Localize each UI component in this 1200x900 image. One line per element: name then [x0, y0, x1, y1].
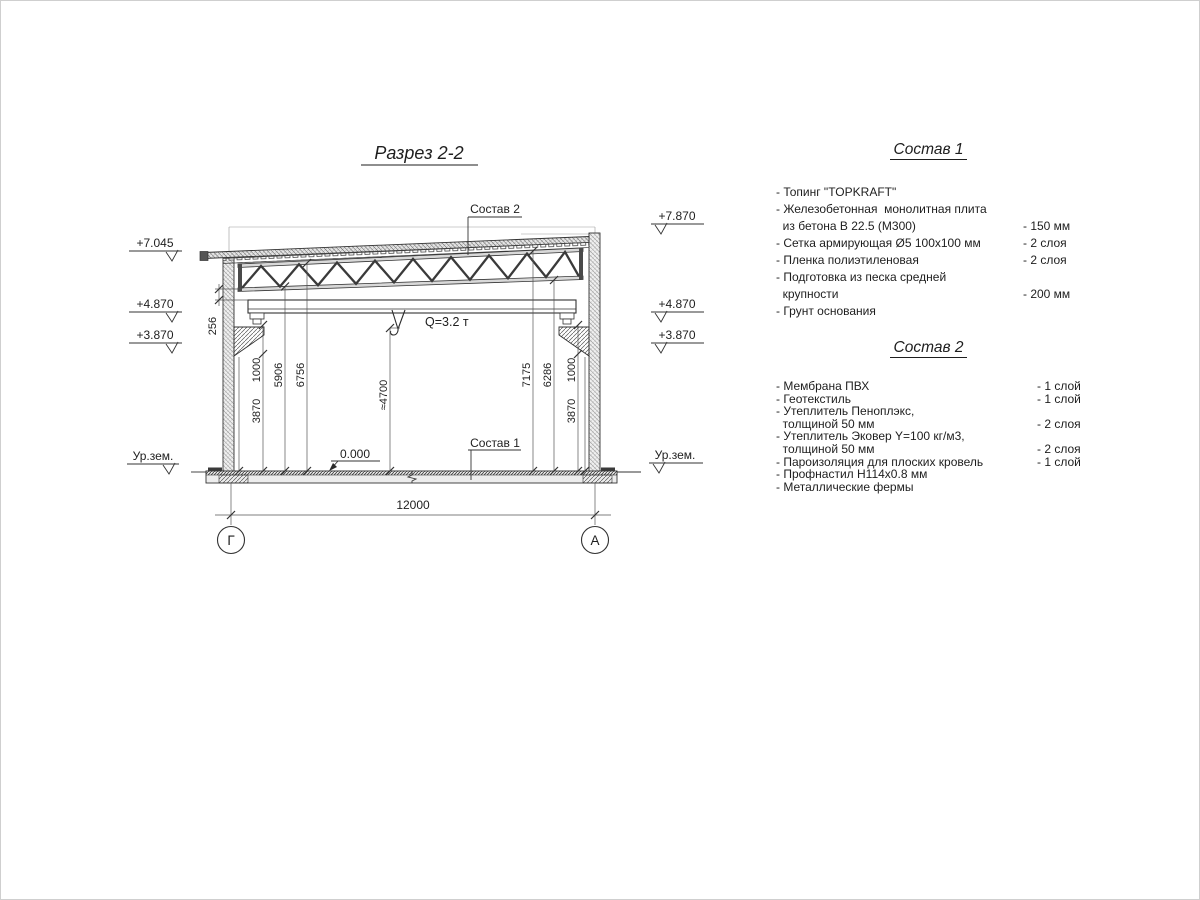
elevation-mark-7045 — [129, 236, 182, 261]
dim-span-12000: 12000 — [396, 498, 430, 512]
svg-text:Ур.зем.: Ур.зем. — [132, 449, 174, 463]
crane-hook-symbol — [390, 310, 405, 335]
svg-text:0.000: 0.000 — [339, 447, 371, 461]
axis-letter-left: Г — [227, 533, 235, 548]
list-item: - Подготовка из песка средней — [776, 270, 947, 284]
list-item: - Металлические фермы — [776, 479, 914, 494]
svg-text:+7.045: +7.045 — [136, 236, 174, 250]
svg-text:+3.870: +3.870 — [658, 328, 696, 342]
list-item: толщиной 50 мм - 2 слоя — [776, 416, 1081, 431]
crane-beam — [234, 300, 589, 356]
dim-left-3870: 3870 — [251, 398, 263, 424]
elevation-mark-right-4870 — [651, 297, 704, 322]
axis-markers — [218, 527, 609, 554]
list-item: - Профнастил Н114х0.8 мм — [776, 467, 928, 482]
list-item: - Пароизоляция для плоских кровель - 1 слой — [776, 454, 1081, 469]
elevation-marks-left — [127, 236, 182, 474]
corbel-left — [234, 327, 264, 356]
svg-text:+3.870: +3.870 — [136, 328, 174, 342]
elevation-mark-7870 — [651, 209, 704, 234]
list-item: - Геотекстиль - 1 слой — [776, 391, 1081, 406]
floor-slab — [191, 468, 641, 484]
spec2-title: Состав 2 — [776, 339, 1081, 357]
dim-right-1000: 1000 — [566, 357, 578, 383]
list-item: - Топинг "TOPKRAFT" — [776, 185, 897, 199]
ground-level-mark-right — [649, 448, 703, 473]
dim-right-3870: 3870 — [566, 398, 578, 424]
left-wall — [223, 256, 239, 471]
footing-right — [583, 475, 612, 483]
base-plate-right — [601, 468, 615, 472]
dim-right-6286: 6286 — [542, 362, 554, 388]
list-item: - Железобетонная монолитная плита — [776, 202, 987, 216]
zero-level-mark — [329, 447, 380, 471]
dim-left-1000: 1000 — [251, 357, 263, 383]
drawing-title — [361, 143, 478, 165]
beam-support-left — [250, 313, 264, 319]
svg-text:Состав 2: Состав 2 — [470, 202, 520, 216]
elevation-mark-left-3870 — [129, 328, 182, 353]
dim-left-5906: 5906 — [273, 362, 285, 388]
list-item: - Мембрана ПВХ - 1 слой — [776, 379, 1081, 393]
list-item: толщиной 50 мм - 2 слоя — [776, 441, 1081, 456]
elevation-mark-right-3870 — [651, 328, 704, 353]
beam-support-right — [560, 313, 574, 319]
dim-right-7175: 7175 — [521, 362, 533, 388]
list-item: из бетона В 22.5 (М300) - 150 мм — [776, 219, 1071, 233]
truss-end-post-right — [579, 248, 583, 280]
crane-capacity-label: Q=3.2 т — [425, 315, 469, 329]
list-item: - Сетка армирующая Ø5 100х100 мм - 2 слоя — [776, 236, 1067, 250]
dim-left-6756: 6756 — [295, 362, 307, 388]
list-item: - Утеплитель Эковер Y=100 кг/м3, — [776, 429, 965, 444]
svg-text:Состав 1: Состав 1 — [470, 436, 520, 450]
spec1-title: Состав 1 — [776, 141, 1081, 159]
elevation-marks-right — [649, 209, 704, 473]
dim-mid-4700: ≈4700 — [378, 379, 390, 411]
axis-letter-right: А — [590, 533, 600, 548]
list-item: - Утеплитель Пеноплэкс, — [776, 404, 915, 419]
footing-left — [219, 475, 248, 483]
floor-top-layer — [206, 471, 617, 475]
spec2-list — [776, 380, 1106, 493]
elevation-mark-left-4870 — [129, 297, 182, 322]
list-item: - Грунт основания — [776, 304, 876, 318]
base-plate-left — [208, 468, 222, 472]
svg-text:+7.870: +7.870 — [658, 209, 696, 223]
spec1-list — [776, 184, 1106, 320]
corbel-right — [559, 327, 589, 356]
section-title-text: Разрез 2-2 — [374, 143, 464, 163]
dim-truss-256: 256 — [207, 316, 219, 336]
svg-text:Ур.зем.: Ур.зем. — [654, 448, 696, 462]
list-item: крупности - 200 мм — [776, 287, 1071, 301]
svg-text:+4.870: +4.870 — [658, 297, 696, 311]
list-item: - Пленка полиэтиленовая - 2 слоя — [776, 253, 1067, 267]
truss-bottom-chord — [238, 276, 583, 292]
svg-text:+4.870: +4.870 — [136, 297, 174, 311]
ground-level-mark-left — [127, 449, 179, 474]
roof-edge-cap — [200, 252, 208, 261]
